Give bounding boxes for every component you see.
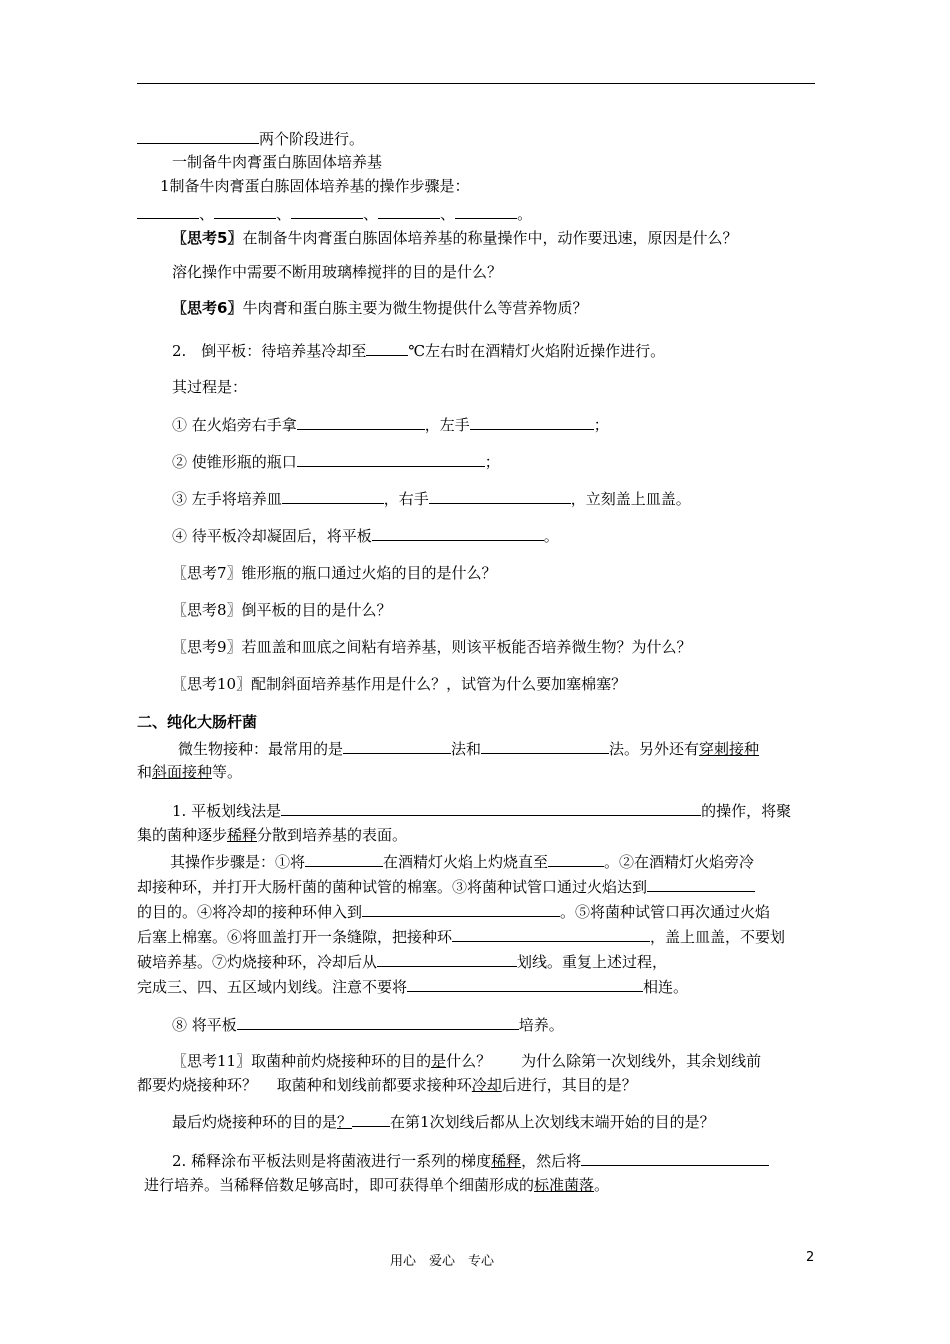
text-line: 1. 平板划线法是 的操作，将聚: [172, 802, 792, 820]
question-11: 〖思考11〗取菌种前灼烧接种环的目的是什么？ 为什么除第一次划线外，其余划线前: [172, 1052, 762, 1070]
text-line: 一制备牛肉膏蛋白胨固体培养基: [172, 153, 383, 171]
text-line: 破培养基。⑦灼烧接种环，冷却后从 划线。重复上述过程，: [137, 953, 668, 971]
text-line: 完成三、四、五区域内划线。注意不要将 相连。: [137, 978, 689, 996]
question-7: 〖思考7〗锥形瓶的瓶口通过火焰的目的是什么？: [172, 564, 497, 582]
step-1: ① 在火焰旁右手拿 ，左手 ；: [172, 416, 609, 434]
question-6: 〖思考6〗牛肉膏和蛋白胨主要为微生物提供什么等营养物质？: [172, 299, 588, 317]
text-line: 2. 倒平板：待培养基冷却至 ℃左右时在酒精灯火焰附近操作进行。: [172, 342, 666, 360]
text-line: 其过程是：: [172, 378, 248, 396]
question-5: 〖思考5〗在制备牛肉膏蛋白胨固体培养基的称量操作中，动作要迅速，原因是什么？: [172, 229, 738, 247]
text-line: 、 、 、 、 。: [137, 203, 532, 224]
section-heading: 二、纯化大肠杆菌: [137, 713, 258, 731]
step-3: ③ 左手将培养皿 ，右手 ，立刻盖上皿盖。: [172, 490, 691, 508]
page-footer: 用心 爱心 专心: [390, 1254, 495, 1269]
text-line: 其操作步骤是：①将 在酒精灯火焰上灼烧直至 。②在酒精灯火焰旁冷: [170, 853, 755, 871]
text-line: 集的菌种逐步稀释分散到培养基的表面。: [137, 826, 408, 844]
text-line: 却接种环，并打开大肠杆菌的菌种试管的棉塞。③将菌种试管口通过火焰达到: [137, 876, 755, 897]
step-2: ② 使锥形瓶的瓶口 ；: [172, 453, 500, 471]
text-line: 进行培养。当稀释倍数足够高时，即可获得单个细菌形成的标准菌落。: [144, 1176, 610, 1194]
text-line: 的目的。④将冷却的接种环伸入到 。⑤将菌种试管口再次通过火焰: [137, 903, 771, 921]
text-line: 溶化操作中需要不断用玻璃棒搅拌的目的是什么？: [172, 263, 503, 281]
question-10: 〖思考10〗配制斜面培养基作用是什么？，试管为什么要加塞棉塞？: [172, 675, 627, 693]
page-number: 2: [806, 1250, 815, 1265]
text-line: 1制备牛肉膏蛋白胨固体培养基的操作步骤是：: [160, 177, 470, 195]
step-4: ④ 待平板冷却凝固后，将平板 。: [172, 527, 559, 545]
text-line: 和斜面接种等。: [137, 763, 243, 781]
header-rule: [137, 83, 815, 84]
text-line: 都要灼烧接种环？ 取菌种和划线前都要求接种环冷却后进行，其目的是？: [137, 1076, 637, 1094]
question-8: 〖思考8〗倒平板的目的是什么？: [172, 601, 392, 619]
text-line: 后塞上棉塞。⑥将皿盖打开一条缝隙，把接种环 ，盖上皿盖，不要划: [137, 928, 786, 946]
question-9: 〖思考9〗若皿盖和皿底之间粘有培养基，则该平板能否培养微生物？为什么？: [172, 638, 692, 656]
text-line: 最后灼烧接种环的目的是？ 在第1次划线后都从上次划线末端开始的目的是？: [172, 1113, 715, 1131]
text-line: 两个阶段进行。: [137, 128, 364, 149]
text-line: 2. 稀释涂布平板法则是将菌液进行一系列的梯度稀释，然后将: [172, 1150, 769, 1171]
step-8: ⑧ 将平板 培养。: [172, 1016, 564, 1034]
text-line: 微生物接种：最常用的是 法和 法。另外还有穿刺接种: [178, 740, 760, 758]
